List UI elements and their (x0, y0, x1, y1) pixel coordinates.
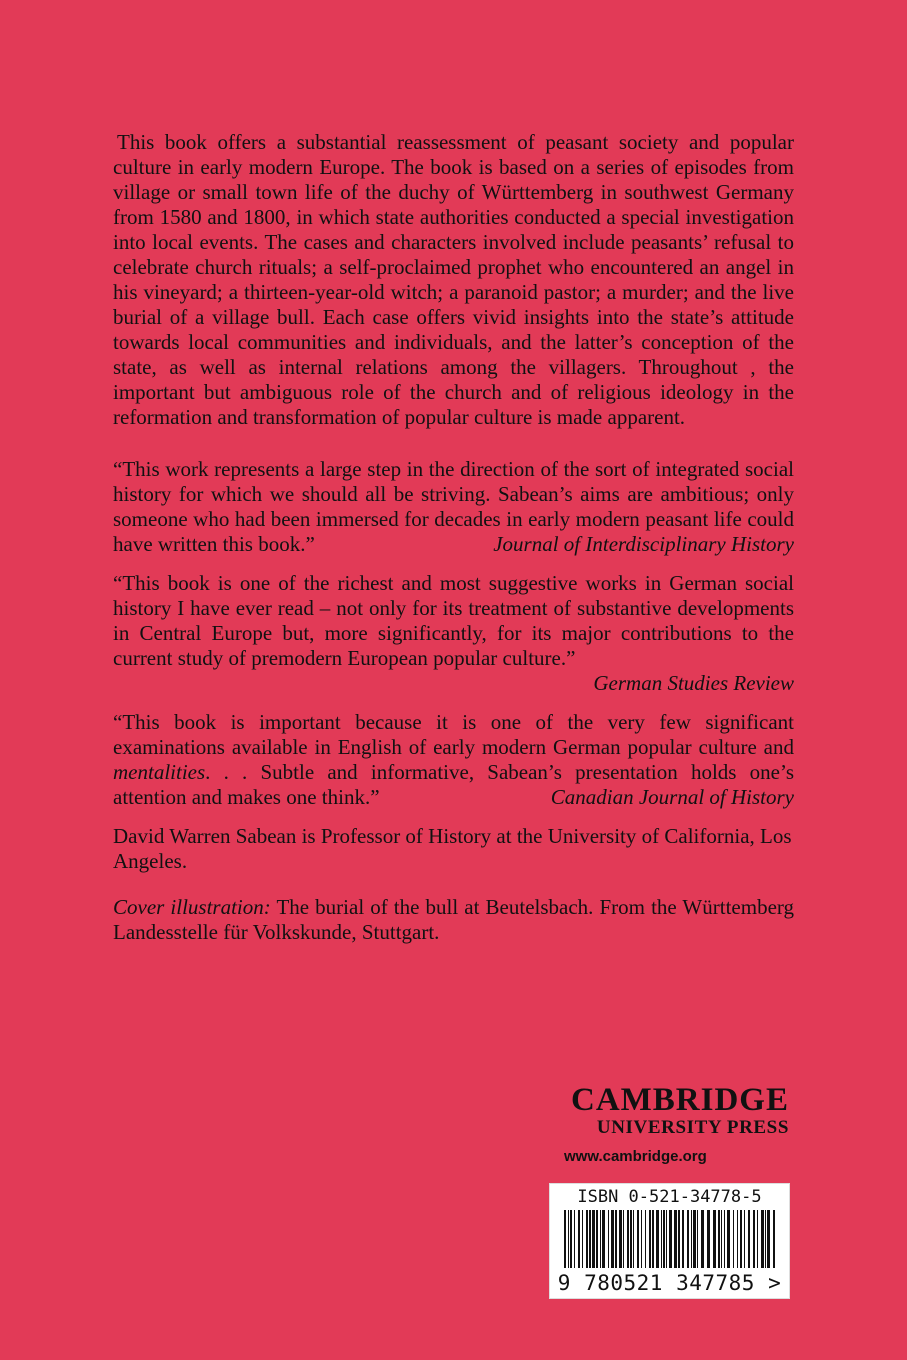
cover-credit-label: Cover illustration: (113, 895, 271, 919)
isbn-label: ISBN 0-521-34778-5 (577, 1187, 762, 1207)
text-column (113, 130, 794, 966)
publisher-website: www.cambridge.org (564, 1148, 707, 1165)
publisher-name: CAMBRIDGE (570, 1082, 789, 1118)
review-source: Canadian Journal of History (550, 785, 794, 809)
review-text: “This work represents a large step in the direction of the sort of integrated social history for which we should all be striving. Sabean’s aims are ambitious; only someone who had been immersed for decades in early modern peasant life could have written this book.” (113, 457, 794, 556)
publisher-subname: UNIVERSITY PRESS (596, 1117, 789, 1138)
review-text: “This book is important because it is one of the very few significant examinations available in English of early modern German popular culture and (113, 710, 794, 759)
book-description: This book offers a substantial reassessment of peasant society and popular culture in early modern Europe. The book is based on a series of episodes from village or small town life of the duchy of Württemberg in southwest Germany from 1580 and 1800, in which state authorities conducted a special investigation into local events. The cases and characters involved include peasants’ refusal to celebrate church rituals; a self-proclaimed prophet who encountered an angel in his vineyard; a thirteen-year-old witch; a paranoid pastor; a murder; and the live burial of a village bull. Each case offers vivid insights into the state’s attitude towards local communities and individuals, and the latter’s conception of the state, as well as internal relations among the villagers. Throughout , the important but ambiguous role of the church and of religious ideology in the reformation and transformation of popular culture is made apparent. (113, 130, 794, 429)
barcode-icon (564, 1210, 777, 1272)
review-quote-3 (113, 710, 794, 810)
cover-credit (113, 895, 794, 945)
review-source: German Studies Review (593, 671, 794, 695)
publisher-logo (571, 1083, 789, 1139)
review-italic-term: mentalities (113, 760, 206, 784)
cover-credit-text: The burial of the bull at Beutelsbach. From the Württemberg Landesstelle für Volkskunde, Stuttgart. (113, 895, 794, 944)
review-source: Journal of Interdisciplinary History (493, 532, 794, 556)
review-quote-2 (113, 571, 794, 671)
barcode-panel (549, 1183, 790, 1299)
review-text: . . . Subtle and informative, Sabean’s presentation holds one’s attention and makes one think.” (113, 760, 794, 809)
review-quote-1 (113, 457, 794, 557)
author-bio: David Warren Sabean is Professor of History at the University of California, Los Angeles. (113, 824, 792, 873)
isbn-digits: 9 780521 347785 > (557, 1271, 782, 1295)
review-text: “This book is one of the richest and most suggestive works in German social history I have ever read – not only for its treatment of substantive developments in Central Europe but, more significantly, for its major contributions to the current study of premodern European popular culture.” (113, 571, 794, 670)
